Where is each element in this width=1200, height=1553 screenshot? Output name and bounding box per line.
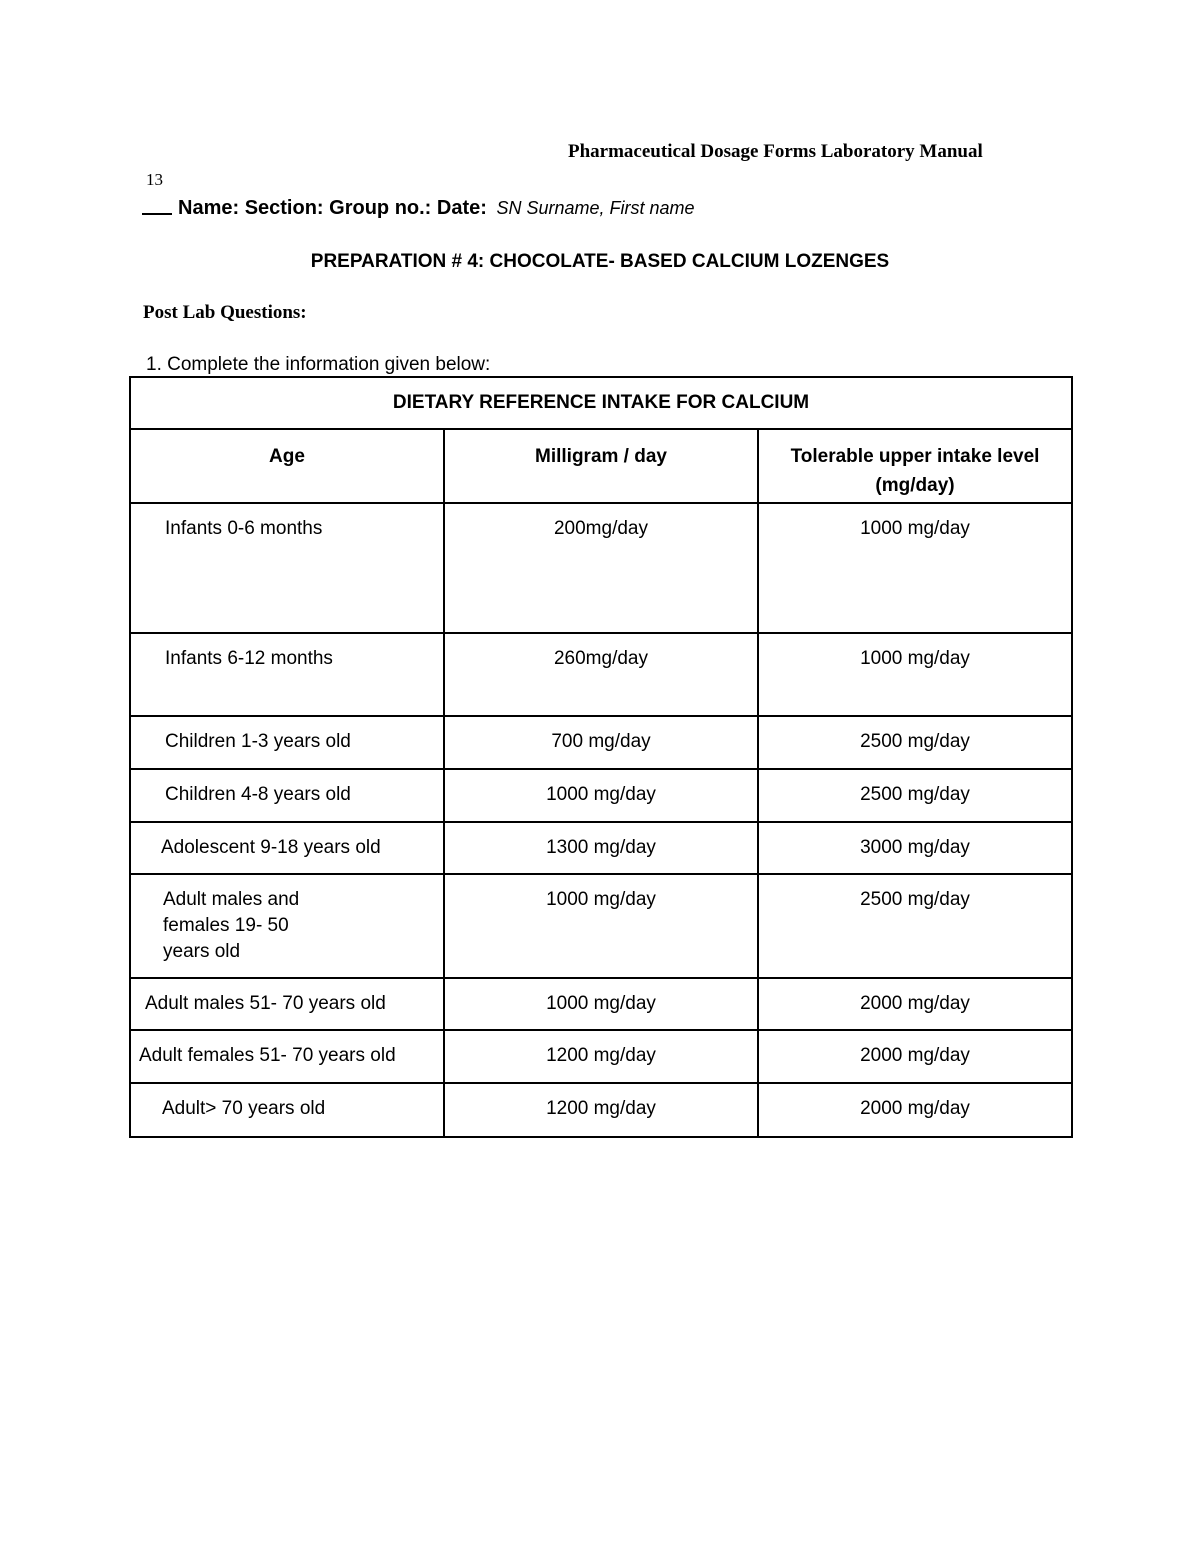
upper-limit-cell: 3000 mg/day <box>758 822 1072 874</box>
manual-title: Pharmaceutical Dosage Forms Laboratory Manual <box>568 141 983 162</box>
upper-limit-cell: 2500 mg/day <box>758 716 1072 769</box>
table-row <box>130 978 1072 1030</box>
page-number: 13 <box>146 170 163 189</box>
column-header-age: Age <box>130 429 444 503</box>
table-row <box>130 633 1072 716</box>
table-row <box>130 874 1072 978</box>
table-row <box>130 1030 1072 1083</box>
mg-day-cell: 700 mg/day <box>444 716 758 769</box>
age-cell: Adult> 70 years old <box>130 1083 444 1137</box>
mg-day-cell: 1200 mg/day <box>444 1030 758 1083</box>
upper-limit-cell: 2000 mg/day <box>758 1083 1072 1137</box>
age-cell: Children 4-8 years old <box>130 769 444 822</box>
student-fields-value: SN Surname, First name <box>496 198 695 218</box>
mg-day-cell: 200mg/day <box>444 503 758 633</box>
age-cell: Adult males 51- 70 years old <box>130 978 444 1030</box>
age-cell: Children 1-3 years old <box>130 716 444 769</box>
age-cell: Adult males and females 19- 50 years old <box>130 874 444 978</box>
mg-day-cell: 260mg/day <box>444 633 758 716</box>
mg-day-cell: 1000 mg/day <box>444 769 758 822</box>
table-row <box>130 1083 1072 1137</box>
upper-limit-cell: 2000 mg/day <box>758 1030 1072 1083</box>
table-row <box>130 503 1072 633</box>
post-lab-heading: Post Lab Questions: <box>143 302 307 323</box>
student-info-line <box>142 197 695 220</box>
mg-day-cell: 1300 mg/day <box>444 822 758 874</box>
upper-limit-cell: 1000 mg/day <box>758 633 1072 716</box>
age-cell: Adult females 51- 70 years old <box>130 1030 444 1083</box>
student-fields-label: Name: Section: Group no.: Date: <box>178 197 487 219</box>
preparation-title: PREPARATION # 4: CHOCOLATE- BASED CALCIUM LOZENGES <box>310 251 890 272</box>
mg-day-cell: 1200 mg/day <box>444 1083 758 1137</box>
blank-line <box>142 213 172 215</box>
age-cell: Infants 6-12 months <box>130 633 444 716</box>
upper-limit-cell: 2500 mg/day <box>758 874 1072 978</box>
upper-limit-cell: 1000 mg/day <box>758 503 1072 633</box>
question-1: 1. Complete the information given below: <box>146 354 491 375</box>
mg-day-cell: 1000 mg/day <box>444 978 758 1030</box>
column-header-upper-limit: Tolerable upper intake level (mg/day) <box>758 429 1072 503</box>
table-title: DIETARY REFERENCE INTAKE FOR CALCIUM <box>130 377 1072 429</box>
age-cell: Adolescent 9-18 years old <box>130 822 444 874</box>
upper-limit-cell: 2500 mg/day <box>758 769 1072 822</box>
table-row <box>130 822 1072 874</box>
upper-limit-cell: 2000 mg/day <box>758 978 1072 1030</box>
table-row <box>130 769 1072 822</box>
mg-day-cell: 1000 mg/day <box>444 874 758 978</box>
table-row <box>130 716 1072 769</box>
column-header-mg-day: Milligram / day <box>444 429 758 503</box>
age-cell: Infants 0-6 months <box>130 503 444 633</box>
calcium-intake-table <box>129 376 1073 1138</box>
